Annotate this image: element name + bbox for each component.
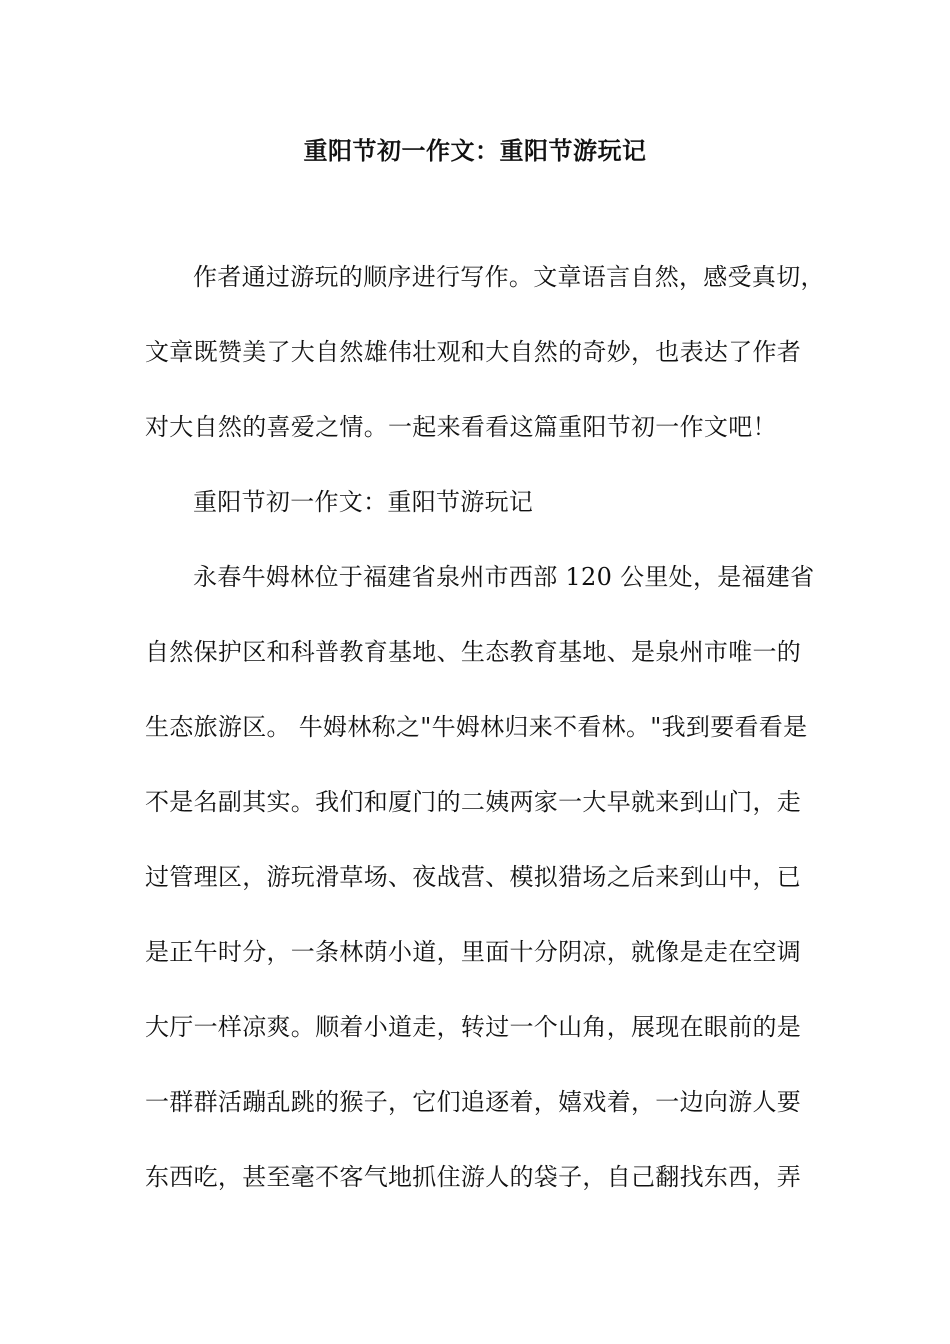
paragraph-line: 大厅一样凉爽。顺着小道走，转过一个山角，展现在眼前的是	[145, 1013, 802, 1041]
paragraph-line: 一群群活蹦乱跳的猴子，它们追逐着，嬉戏着，一边向游人要	[145, 1088, 802, 1116]
paragraph-line: 东西吃，甚至毫不客气地抓住游人的袋子，自己翻找东西，弄	[145, 1163, 802, 1191]
paragraph-line: 对大自然的喜爱之情。一起来看看这篇重阳节初一作文吧！	[145, 413, 777, 441]
paragraph-line: 过管理区，游玩滑草场、夜战营、模拟猎场之后来到山中，已	[145, 863, 802, 891]
paragraph-line: 是正午时分，一条林荫小道，里面十分阴凉，就像是走在空调	[145, 938, 802, 966]
paragraph-line: 自然保护区和科普教育基地、生态教育基地、是泉州市唯一的	[145, 638, 802, 666]
paragraph-line: 不是名副其实。我们和厦门的二姨两家一大早就来到山门，走	[145, 788, 802, 816]
paragraph-line: 生态旅游区。 牛姆林称之"牛姆林归来不看林。"我到要看看是	[145, 713, 808, 741]
section-heading-line: 重阳节初一作文：重阳节游玩记	[193, 488, 534, 516]
paragraph-line: 文章既赞美了大自然雄伟壮观和大自然的奇妙，也表达了作者	[145, 338, 802, 366]
paragraph-line: 永春牛姆林位于福建省泉州市西部 120 公里处，是福建省	[193, 563, 815, 591]
document-title: 重阳节初一作文：重阳节游玩记	[303, 136, 647, 165]
paragraph-line: 作者通过游玩的顺序进行写作。文章语言自然，感受真切，	[193, 263, 825, 291]
